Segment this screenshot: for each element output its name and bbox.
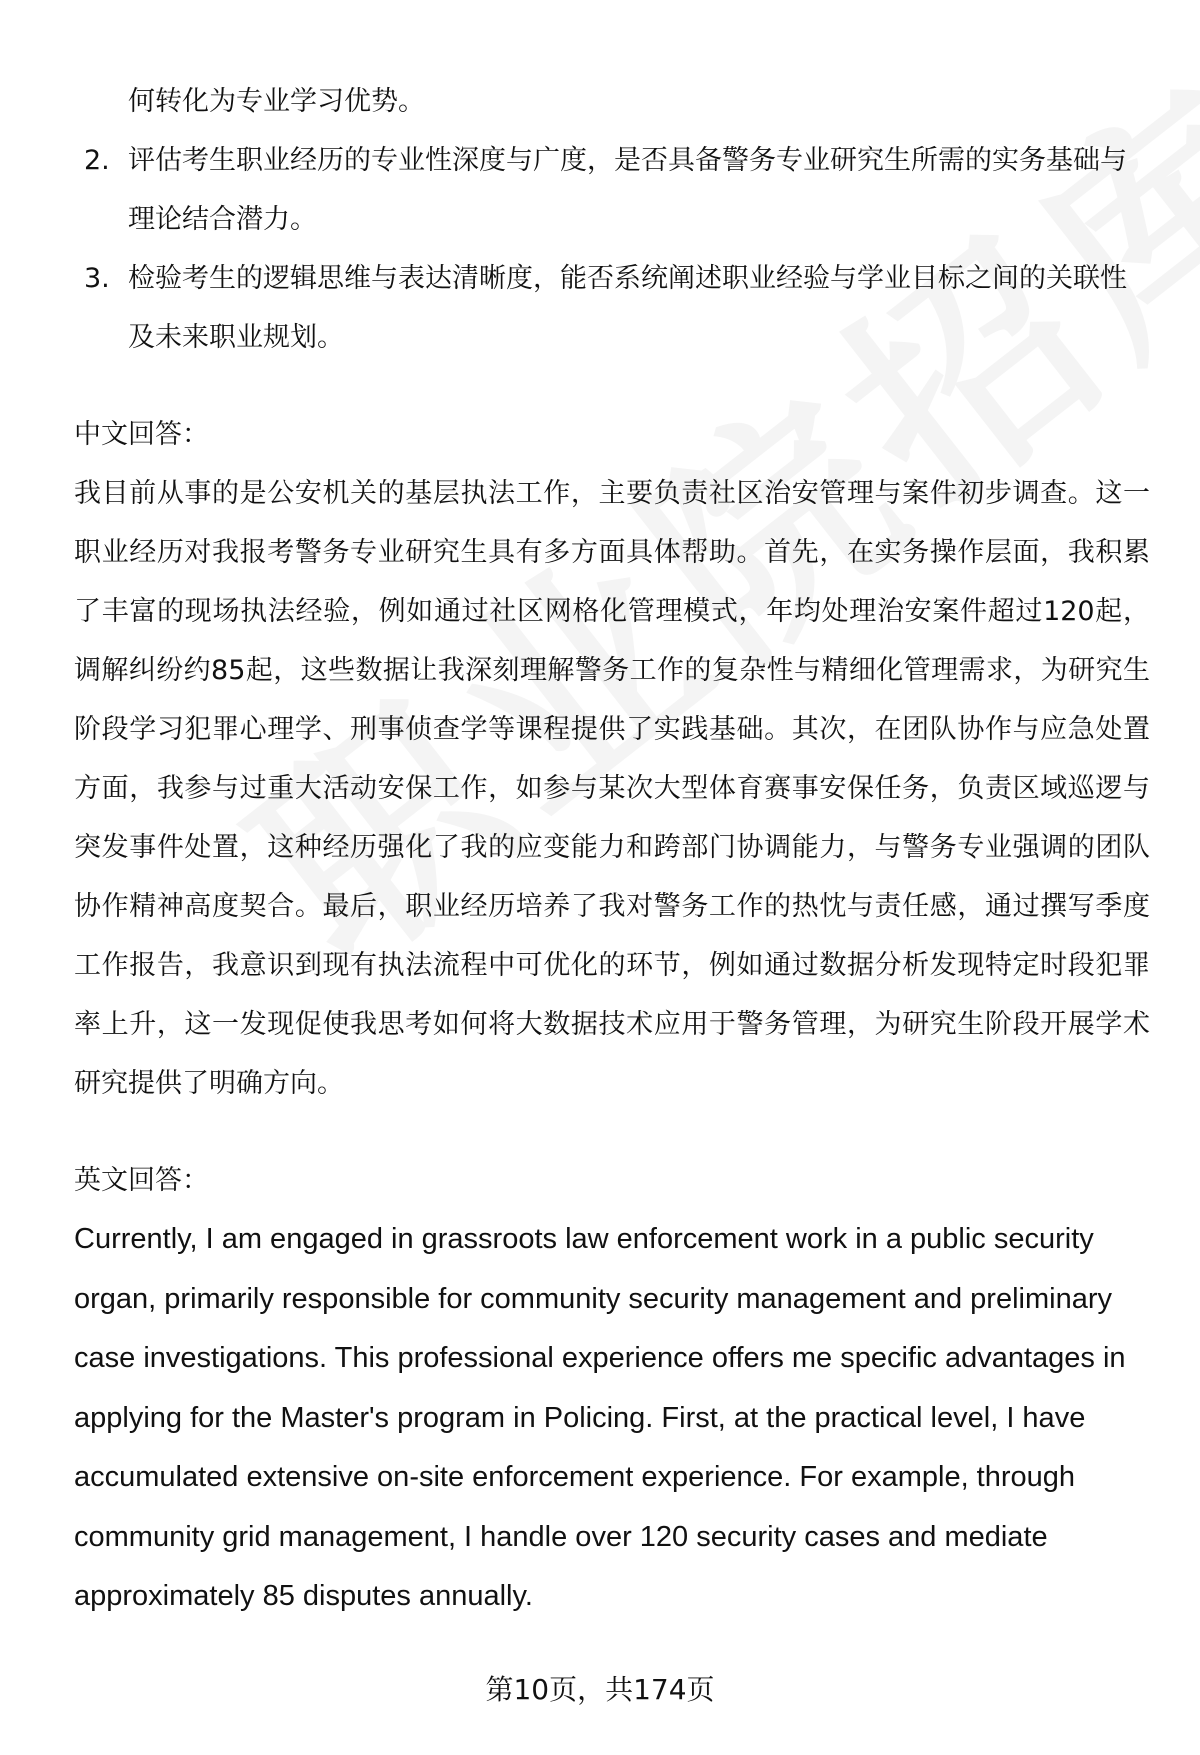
chinese-answer-heading: 中文回答： — [74, 419, 209, 450]
list-item-continuation — [74, 72, 1150, 131]
page-content — [74, 72, 1150, 1627]
page-number: 第10页，共174页 — [485, 1673, 715, 1706]
list-item-number: 3. — [84, 263, 110, 294]
english-answer-body: Currently, I am engaged in grassroots law enforcement work in a public security organ, primarily responsible for community security management and preliminary case investigations. This professional experience offers me specific advantages in applying for the Master's program in Policing. First, at the practical level, I have accumulated extensive on-site enforcement experience. For example, through community grid management, I handle over 120 security cases and mediate approximately 85 disputes annually. — [74, 1223, 1126, 1612]
list-item — [74, 131, 1150, 249]
chinese-answer-body: 我目前从事的是公安机关的基层执法工作，主要负责社区治安管理与案件初步调查。这一职业经历对我报考警务专业研究生具有多方面具体帮助。首先，在实务操作层面，我积累了丰富的现场执法经验，例如通过社区网格化管理模式，年均处理治安案件超过120起，调解纠纷约85起，这些数据让我深刻理解警务工作的复杂性与精细化管理需求，为研究生阶段学习犯罪心理学、刑事侦查学等课程提供了实践基础。其次，在团队协作与应急处置方面，我参与过重大活动安保工作，如参与某次大型体育赛事安保任务，负责区域巡逻与突发事件处置，这种经历强化了我的应变能力和跨部门协调能力，与警务专业强调的团队协作精神高度契合。最后，职业经历培养了我对警务工作的热忱与责任感，通过撰写季度工作报告，我意识到现有执法流程中可优化的环节，例如通过数据分析发现特定时段犯罪率上升，这一发现促使我思考如何将大数据技术应用于警务管理，为研究生阶段开展学术研究提供了明确方向。 — [74, 478, 1150, 1099]
list-item-number: 2. — [84, 145, 110, 176]
question-list — [74, 72, 1150, 367]
list-item-text: 检验考生的逻辑思维与表达清晰度，能否系统阐述职业经验与学业目标之间的关联性及未来职业规划。 — [128, 263, 1127, 353]
english-answer-heading: 英文回答： — [74, 1165, 209, 1196]
list-item — [74, 249, 1150, 367]
list-item-text: 评估考生职业经历的专业性深度与广度，是否具备警务专业研究生所需的实务基础与理论结合潜力。 — [128, 145, 1127, 235]
list-item-text: 何转化为专业学习优势。 — [128, 86, 425, 117]
